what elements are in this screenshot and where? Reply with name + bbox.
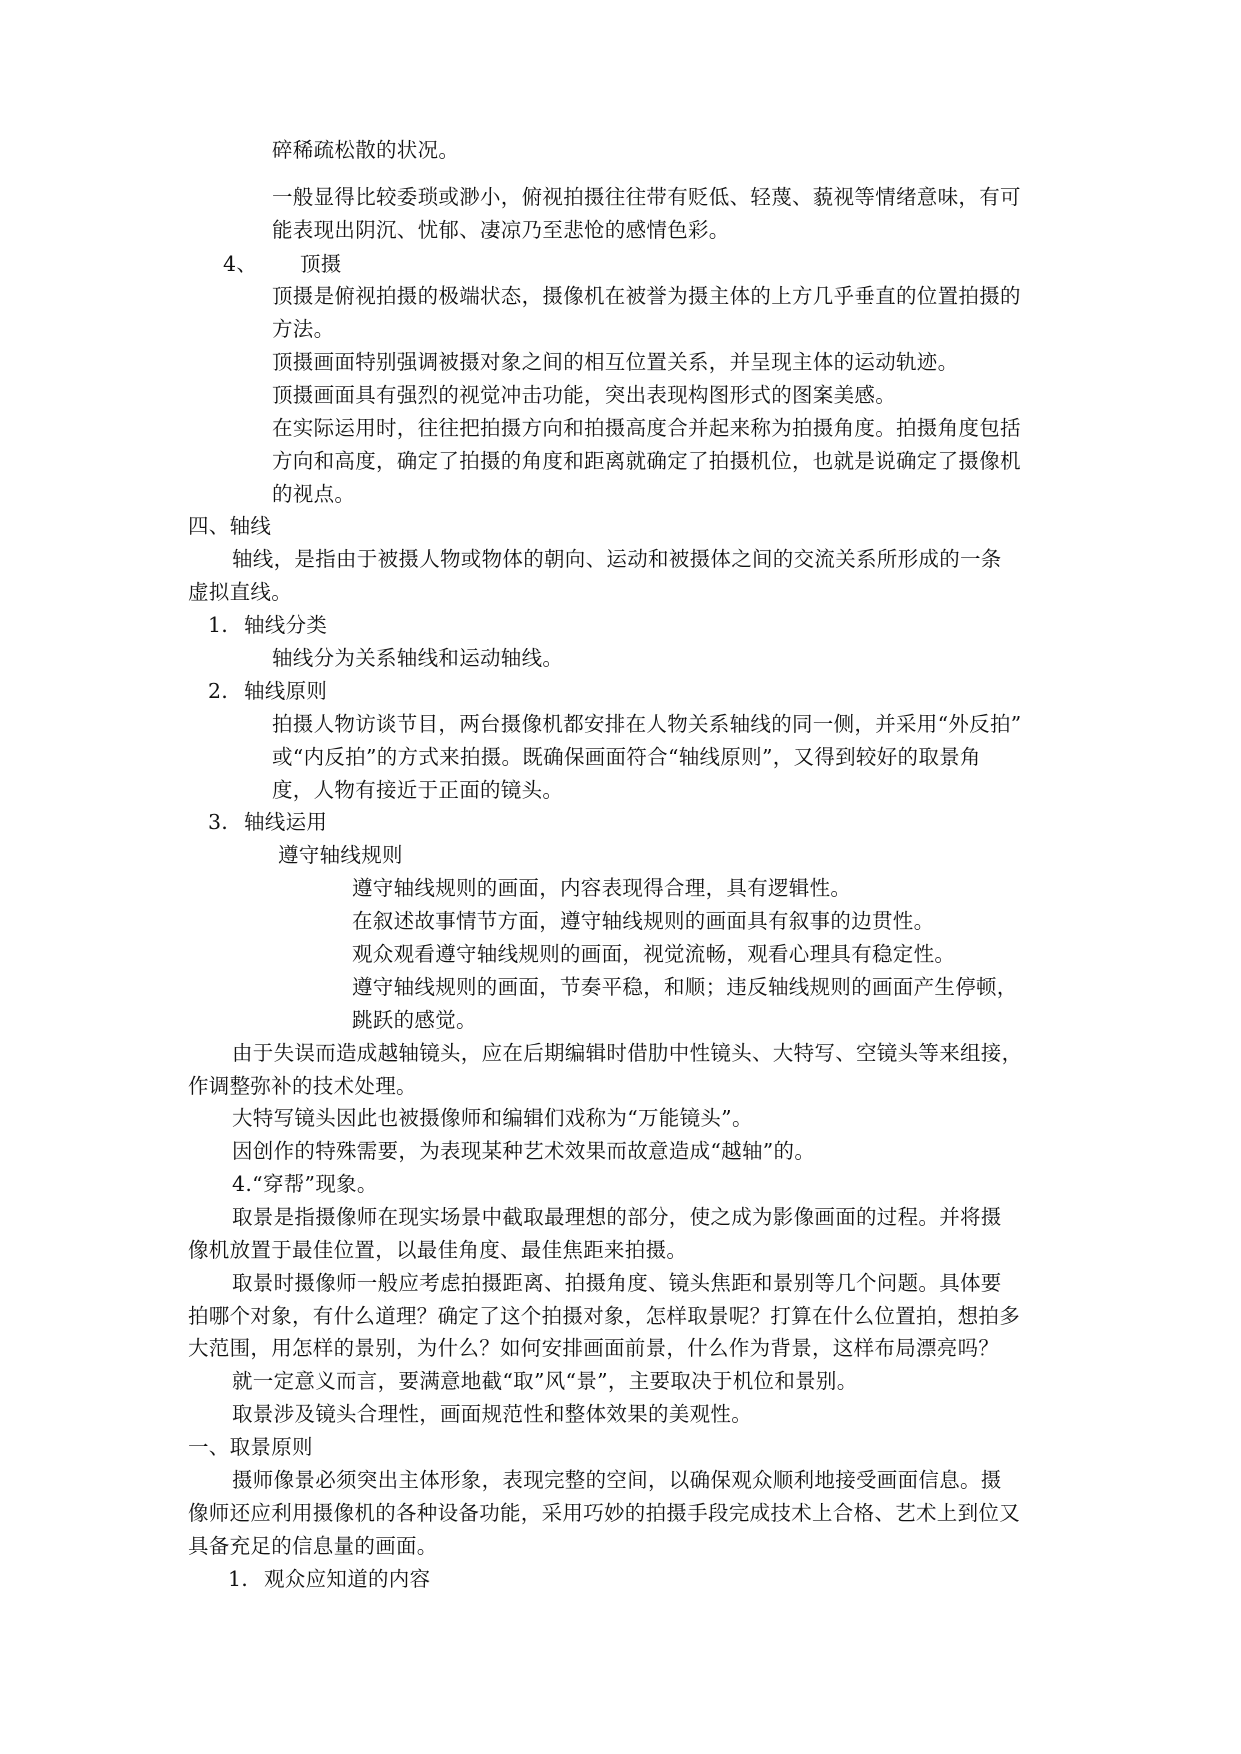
text-line: 的视点。: [272, 482, 356, 506]
text-line: 轴线分为关系轴线和运动轴线。: [272, 646, 564, 670]
list-number: 1．: [228, 1567, 263, 1591]
text-line: 轴线，是指由于被摄人物或物体的朝向、运动和被摄体之间的交流关系所形成的一条: [232, 547, 1002, 571]
text-line: 拍哪个对象，有什么道理？确定了这个拍摄对象，怎样取景呢？打算在什么位置拍，想拍多: [188, 1304, 1020, 1328]
text-line: 在叙述故事情节方面，遵守轴线规则的画面具有叙事的边贯性。: [352, 909, 935, 933]
section-heading: 顶摄: [300, 252, 342, 276]
text-line: 由于失误而造成越轴镜头，应在后期编辑时借肋中性镜头、大特写、空镜头等来组接，: [232, 1041, 1023, 1065]
text-line: 就一定意义而言，要满意地截“取”风“景”，主要取决于机位和景别。: [232, 1369, 858, 1393]
text-line: 像师还应利用摄像机的各种设备功能，采用巧妙的拍摄手段完成技术上合格、艺术上到位又: [188, 1501, 1020, 1525]
list-number: 2．: [208, 679, 243, 703]
text-line: 跳跃的感觉。: [352, 1008, 477, 1032]
text-line: 像机放置于最佳位置，以最佳角度、最佳焦距来拍摄。: [188, 1238, 688, 1262]
text-line: 或“内反拍”的方式来拍摄。既确保画面符合“轴线原则”，又得到较好的取景角: [272, 745, 981, 769]
text-line: 顶摄画面具有强烈的视觉冲击功能，突出表现构图形式的图案美感。: [272, 383, 896, 407]
text-line: 作调整弥补的技术处理。: [188, 1074, 417, 1098]
list-number: 4、: [223, 252, 258, 276]
text-line: 大范围，用怎样的景别，为什么？如何安排画面前景，什么作为背景，这样布局漂亮吗？: [188, 1336, 1000, 1360]
text-line: 度，人物有接近于正面的镜头。: [272, 778, 564, 802]
text-line: 遵守轴线规则的画面，内容表现得合理，具有逻辑性。: [352, 876, 852, 900]
text-line: 顶摄是俯视拍摄的极端状态，摄像机在被誉为摄主体的上方几乎垂直的位置拍摄的: [272, 284, 1021, 308]
subsection-heading: 遵守轴线规则: [278, 843, 403, 867]
text-line: 具备充足的信息量的画面。: [188, 1534, 438, 1558]
text-line: 4.“穿帮”现象。: [232, 1172, 378, 1196]
text-line: 在实际运用时，往往把拍摄方向和拍摄高度合并起来称为拍摄角度。拍摄角度包括: [272, 416, 1021, 440]
text-line: 能表现出阴沉、忧郁、凄凉乃至悲怆的感情色彩。: [272, 218, 730, 242]
section-heading: 四、轴线: [188, 514, 272, 538]
text-line: 摄师像景必须突出主体形象，表现完整的空间，以确保观众顺利地接受画面信息。摄: [232, 1468, 1002, 1492]
text-line: 大特写镜头因此也被摄像师和编辑们戏称为“万能镜头”。: [232, 1106, 753, 1130]
text-line: 方法。: [272, 317, 335, 341]
text-line: 观众观看遵守轴线规则的画面，视觉流畅，观看心理具有稳定性。: [352, 942, 956, 966]
text-line: 取景涉及镜头合理性，画面规范性和整体效果的美观性。: [232, 1402, 752, 1426]
section-heading: 轴线分类: [244, 613, 328, 637]
text-line: 顶摄画面特别强调被摄对象之间的相互位置关系，并呈现主体的运动轨迹。: [272, 350, 959, 374]
list-number: 3．: [208, 810, 243, 834]
section-heading: 一、取景原则: [188, 1435, 313, 1459]
text-line: 一般显得比较委琐或渺小，俯视拍摄往往带有贬低、轻蔑、藐视等情绪意味，有可: [272, 185, 1021, 209]
text-line: 遵守轴线规则的画面，节奏平稳，和顺；违反轴线规则的画面产生停顿，: [352, 975, 1018, 999]
text-line: 碎稀疏松散的状况。: [272, 138, 460, 162]
section-heading: 观众应知道的内容: [264, 1567, 431, 1591]
text-line: 取景是指摄像师在现实场景中截取最理想的部分，使之成为影像画面的过程。并将摄: [232, 1205, 1002, 1229]
text-line: 取景时摄像师一般应考虑拍摄距离、拍摄角度、镜头焦距和景别等几个问题。具体要: [232, 1271, 1002, 1295]
text-line: 方向和高度，确定了拍摄的角度和距离就确定了拍摄机位，也就是说确定了摄像机: [272, 449, 1021, 473]
text-line: 拍摄人物访谈节目，两台摄像机都安排在人物关系轴线的同一侧，并采用“外反拍”: [272, 712, 1022, 736]
text-line: 虚拟直线。: [188, 580, 292, 604]
section-heading: 轴线运用: [244, 810, 328, 834]
list-number: 1．: [208, 613, 243, 637]
section-heading: 轴线原则: [244, 679, 328, 703]
text-line: 因创作的特殊需要，为表现某种艺术效果而故意造成“越轴”的。: [232, 1139, 816, 1163]
